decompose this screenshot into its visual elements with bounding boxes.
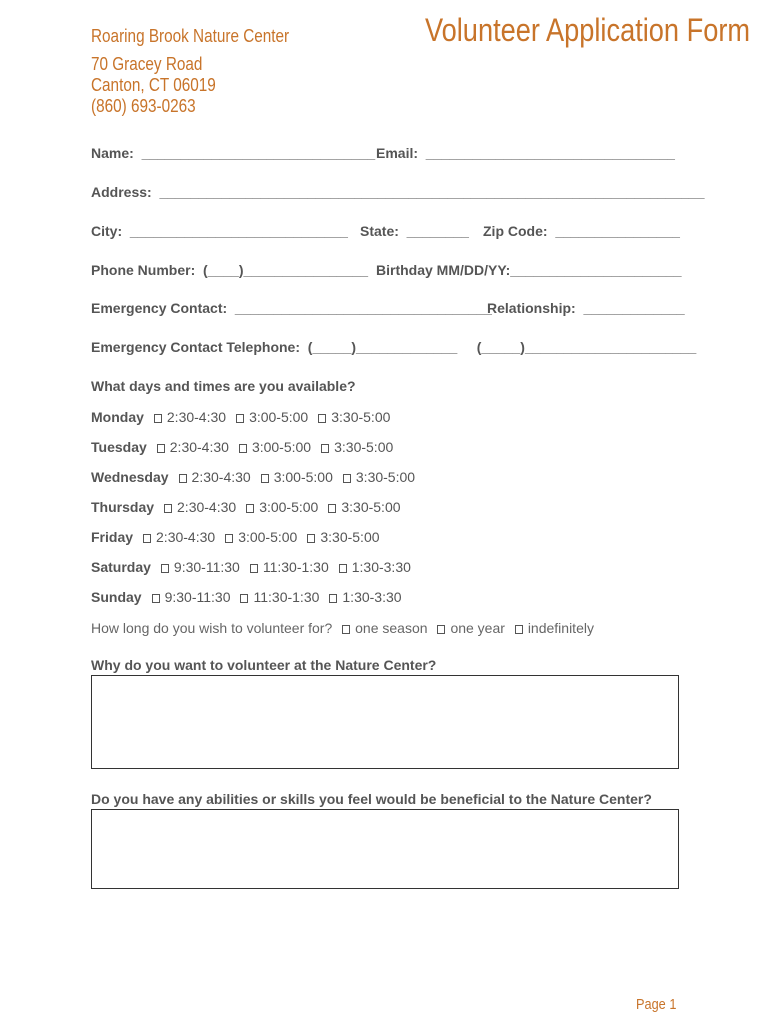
checkbox-icon[interactable]: [321, 444, 329, 453]
time-slot-option[interactable]: 9:30-11:30: [152, 589, 231, 605]
checkbox-icon[interactable]: [152, 594, 160, 603]
checkbox-icon[interactable]: [225, 534, 233, 543]
phone-field[interactable]: Phone Number: (____)________________: [91, 262, 369, 278]
checkbox-icon[interactable]: [261, 474, 269, 483]
checkbox-icon[interactable]: [342, 625, 350, 634]
time-slot-option[interactable]: 2:30-4:30: [157, 439, 229, 455]
checkbox-icon[interactable]: [154, 414, 162, 423]
day-label: Sunday: [91, 589, 142, 605]
time-slot-option[interactable]: 1:30-3:30: [339, 559, 411, 575]
checkbox-icon[interactable]: [179, 474, 187, 483]
emergency-contact-field[interactable]: Emergency Contact: _________________________________: [91, 300, 492, 316]
city-field[interactable]: City: ____________________________: [91, 223, 348, 239]
relationship-field[interactable]: Relationship: _____________: [487, 300, 685, 316]
duration-option[interactable]: one season: [342, 620, 427, 636]
day-label: Tuesday: [91, 439, 147, 455]
checkbox-icon[interactable]: [343, 474, 351, 483]
day-label: Friday: [91, 529, 134, 545]
time-slot-option[interactable]: 3:00-5:00: [246, 499, 318, 515]
org-phone: (860) 693-0263: [91, 96, 196, 116]
why-question: Why do you want to volunteer at the Nature Center?: [91, 657, 437, 673]
day-label: Thursday: [91, 499, 155, 515]
time-slot-option[interactable]: 2:30-4:30: [179, 469, 251, 485]
time-slot-option[interactable]: 3:30-5:00: [321, 439, 393, 455]
checkbox-icon[interactable]: [246, 504, 254, 513]
checkbox-icon[interactable]: [236, 414, 244, 423]
time-slot-option[interactable]: 9:30-11:30: [161, 559, 240, 575]
time-slot-option[interactable]: 3:30-5:00: [328, 499, 400, 515]
duration-option[interactable]: indefinitely: [515, 620, 594, 636]
checkbox-icon[interactable]: [339, 564, 347, 573]
name-field[interactable]: Name: ______________________________: [91, 145, 376, 161]
duration-question: How long do you wish to volunteer for?: [91, 620, 333, 636]
time-slot-option[interactable]: 11:30-1:30: [250, 559, 329, 575]
checkbox-icon[interactable]: [307, 534, 315, 543]
time-slot-option[interactable]: 3:30-5:00: [343, 469, 415, 485]
checkbox-icon[interactable]: [239, 444, 247, 453]
checkbox-icon[interactable]: [250, 564, 258, 573]
checkbox-icon[interactable]: [161, 564, 169, 573]
availability-question: What days and times are you available?: [91, 378, 356, 394]
time-slot-option[interactable]: 3:30-5:00: [318, 409, 390, 425]
zip-field[interactable]: Zip Code: ________________: [483, 223, 680, 239]
time-slot-option[interactable]: 3:00-5:00: [261, 469, 333, 485]
time-slot-option[interactable]: 2:30-4:30: [143, 529, 215, 545]
availability-row: [91, 499, 401, 515]
skills-answer-box[interactable]: [91, 809, 679, 889]
skills-question: Do you have any abilities or skills you feel would be beneficial to the Nature Center?: [91, 791, 652, 807]
time-slot-option[interactable]: 3:00-5:00: [225, 529, 297, 545]
address-line-1: 70 Gracey Road: [91, 54, 203, 74]
checkbox-icon[interactable]: [318, 414, 326, 423]
day-label: Saturday: [91, 559, 151, 575]
checkbox-icon[interactable]: [329, 594, 337, 603]
page-number: Page 1: [636, 996, 677, 1013]
checkbox-icon[interactable]: [143, 534, 151, 543]
availability-row: [91, 589, 402, 605]
time-slot-option[interactable]: 3:00-5:00: [239, 439, 311, 455]
time-slot-option[interactable]: 2:30-4:30: [164, 499, 236, 515]
org-name: Roaring Brook Nature Center: [91, 26, 290, 46]
day-label: Wednesday: [91, 469, 169, 485]
day-label: Monday: [91, 409, 144, 425]
time-slot-option[interactable]: 11:30-1:30: [240, 589, 319, 605]
time-slot-option[interactable]: 3:30-5:00: [307, 529, 379, 545]
checkbox-icon[interactable]: [328, 504, 336, 513]
duration-row: [91, 620, 594, 636]
emergency-phone-field[interactable]: Emergency Contact Telephone: (_____)_____________ (_____)______________________: [91, 339, 697, 355]
time-slot-option[interactable]: 1:30-3:30: [329, 589, 401, 605]
email-field[interactable]: Email: ________________________________: [376, 145, 675, 161]
availability-row: [91, 409, 390, 425]
address-line-2: Canton, CT 06019: [91, 75, 216, 95]
checkbox-icon[interactable]: [240, 594, 248, 603]
address-field[interactable]: Address: ______________________________________________________________________: [91, 184, 705, 200]
availability-row: [91, 469, 415, 485]
state-field[interactable]: State: ________: [360, 223, 469, 239]
time-slot-option[interactable]: 3:00-5:00: [236, 409, 308, 425]
page-title: Volunteer Application Form: [425, 12, 751, 48]
checkbox-icon[interactable]: [437, 625, 445, 634]
checkbox-icon[interactable]: [164, 504, 172, 513]
why-answer-box[interactable]: [91, 675, 679, 769]
birthday-field[interactable]: Birthday MM/DD/YY:______________________: [376, 262, 682, 278]
availability-row: [91, 529, 380, 545]
duration-option[interactable]: one year: [437, 620, 504, 636]
checkbox-icon[interactable]: [515, 625, 523, 634]
availability-row: [91, 559, 411, 575]
availability-row: [91, 439, 393, 455]
time-slot-option[interactable]: 2:30-4:30: [154, 409, 226, 425]
checkbox-icon[interactable]: [157, 444, 165, 453]
